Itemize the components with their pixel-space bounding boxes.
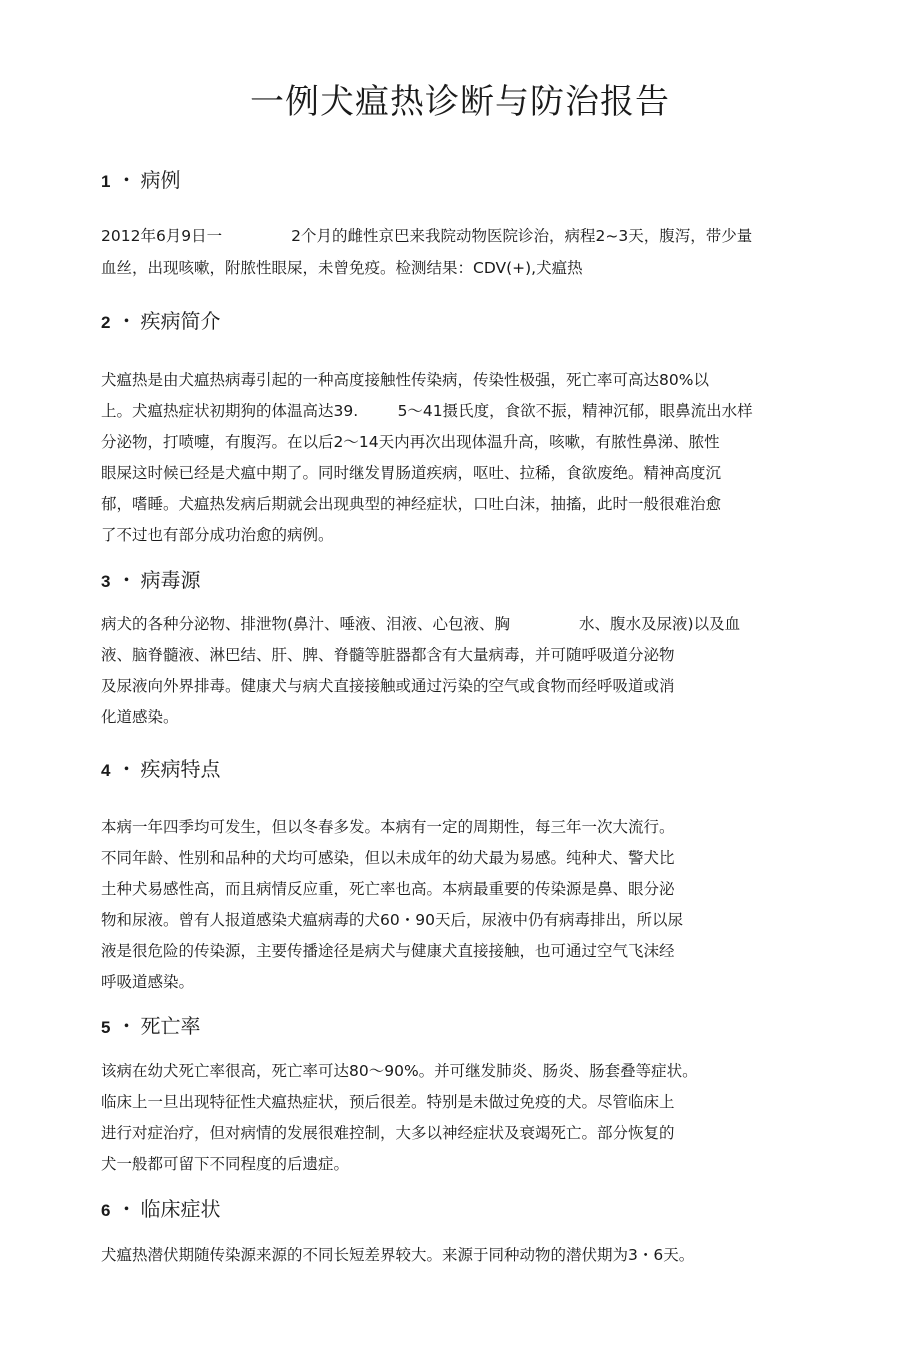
paragraph-line: 2012年6月9日一 2个月的雌性京巴来我院动物医院诊治，病程2~3天，腹泻，带少量 <box>101 227 753 245</box>
section-number: 3 <box>101 572 111 591</box>
section-title: 疾病简介 <box>140 309 221 333</box>
paragraph-line: 及尿液向外界排毒。健康犬与病犬直接接触或通过污染的空气或食物而经呼吸道或消 <box>101 677 675 695</box>
section-title: 病毒源 <box>140 568 201 592</box>
paragraph-line: 病犬的各种分泌物、排泄物(鼻汁、唾液、泪液、心包液、胸 水、腹水及尿液)以及血 <box>101 615 741 633</box>
paragraph-line: 眼屎这时候已经是犬瘟中期了。同时继发胃肠道疾病，呕吐、拉稀，食欲废绝。精神高度沉 <box>101 464 722 482</box>
paragraph-line: 不同年龄、性别和品种的犬均可感染，但以未成年的幼犬最为易感。纯种犬、警犬比 <box>101 849 675 867</box>
section-number: 5 <box>101 1018 111 1037</box>
document-title: 一例犬瘟热诊断与防治报告 <box>250 82 670 122</box>
section-title: 病例 <box>140 168 181 192</box>
paragraph-line: 上。犬瘟热症状初期狗的体温高达39. 5～41摄氏度，食欲不振，精神沉郁，眼鼻流出水样 <box>101 402 753 420</box>
paragraph-line: 犬瘟热潜伏期随传染源来源的不同长短差界较大。来源于同种动物的潜伏期为3・6天。 <box>101 1246 695 1264</box>
section-heading-5: 5 ・ 死亡率 <box>101 1014 201 1038</box>
section-number: 1 <box>101 172 111 191</box>
paragraph-line: 土种犬易感性高，而且病情反应重，死亡率也高。本病最重要的传染源是鼻、眼分泌 <box>101 880 675 898</box>
section-title: 疾病特点 <box>140 757 221 781</box>
paragraph-line: 进行对症治疗，但对病情的发展很难控制，大多以神经症状及衰竭死亡。部分恢复的 <box>101 1124 675 1142</box>
paragraph-line: 化道感染。 <box>101 708 179 726</box>
section-heading-2: 2 ・ 疾病简介 <box>101 309 221 333</box>
section-heading-4: 4 ・ 疾病特点 <box>101 757 221 781</box>
section-heading-6: 6 ・ 临床症状 <box>101 1197 221 1221</box>
paragraph-line: 物和尿液。曾有人报道感染犬瘟病毒的犬60・90天后，尿液中仍有病毒排出，所以尿 <box>101 911 683 929</box>
paragraph-line: 郁，嗜睡。犬瘟热发病后期就会出现典型的神经症状，口吐白沫，抽搐，此时一般很难治愈 <box>101 495 722 513</box>
paragraph-line: 犬一般都可留下不同程度的后遗症。 <box>101 1155 350 1173</box>
paragraph-line: 血丝，出现咳嗽，附脓性眼屎，未曾免疫。检测结果：CDV(+),犬瘟热 <box>101 259 583 277</box>
section-number: 6 <box>101 1201 111 1220</box>
section-title: 临床症状 <box>140 1197 221 1221</box>
section-number: 4 <box>101 761 111 780</box>
paragraph-line: 该病在幼犬死亡率很高，死亡率可达80～90%。并可继发肺炎、肠炎、肠套叠等症状。 <box>101 1062 698 1080</box>
section-heading-1: 1 ・ 病例 <box>101 168 181 192</box>
paragraph-line: 呼吸道感染。 <box>101 973 195 991</box>
paragraph-line: 临床上一旦出现特征性犬瘟热症状，预后很差。特别是未做过免疫的犬。尽管临床上 <box>101 1093 675 1111</box>
paragraph-line: 犬瘟热是由犬瘟热病毒引起的一种高度接触性传染病，传染性极强，死亡率可高达80%以 <box>101 371 709 389</box>
section-number: 2 <box>101 313 111 332</box>
paragraph-line: 本病一年四季均可发生，但以冬春多发。本病有一定的周期性，每三年一次大流行。 <box>101 818 675 836</box>
paragraph-line: 液、脑脊髓液、淋巴结、肝、脾、脊髓等脏器都含有大量病毒，并可随呼吸道分泌物 <box>101 646 675 664</box>
section-heading-3: 3 ・ 病毒源 <box>101 568 201 592</box>
paragraph-line: 了不过也有部分成功治愈的病例。 <box>101 526 334 544</box>
paragraph-line: 液是很危险的传染源，主要传播途径是病犬与健康犬直接接触，也可通过空气飞沫经 <box>101 942 675 960</box>
section-title: 死亡率 <box>140 1014 201 1038</box>
paragraph-line: 分泌物，打喷嚏，有腹泻。在以后2～14天内再次出现体温升高，咳嗽，有脓性鼻涕、脓性 <box>101 433 720 451</box>
